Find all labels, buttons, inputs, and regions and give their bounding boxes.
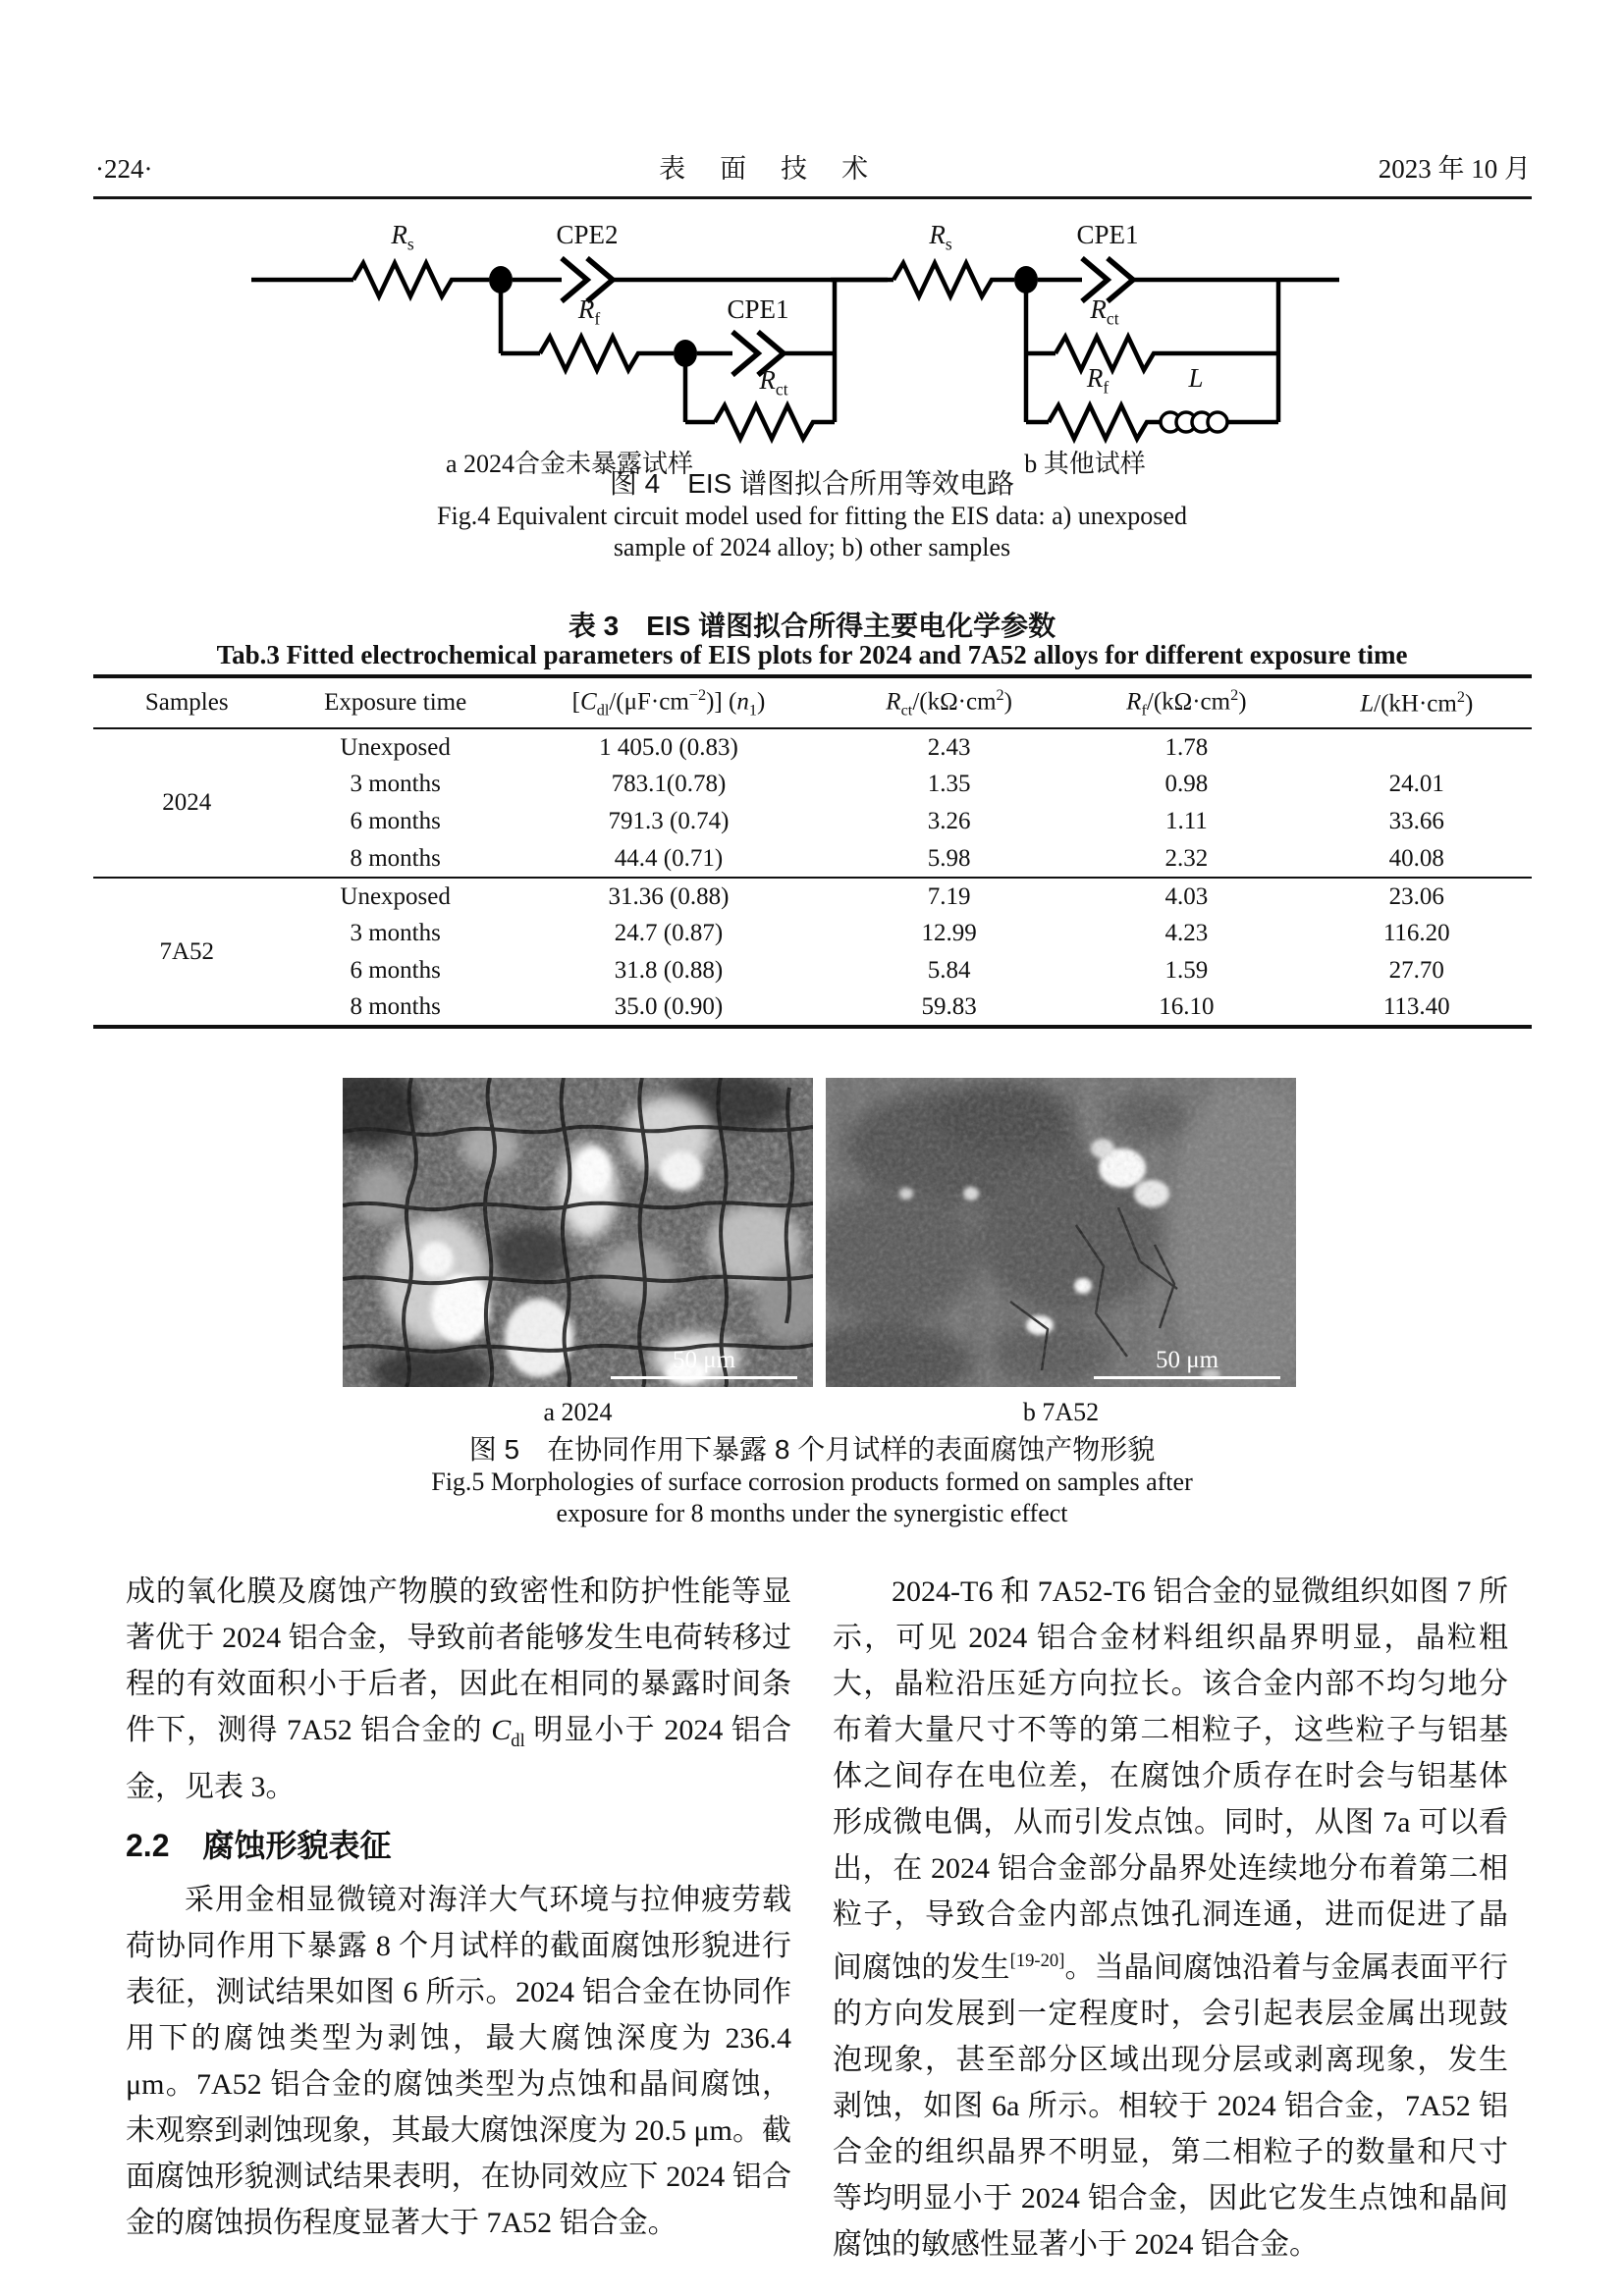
table-row xyxy=(93,915,1532,952)
table3-title-zh: 表 3 EIS 谱图拟合所得主要电化学参数 xyxy=(568,611,1056,641)
label-cpe1: CPE1 xyxy=(1076,220,1139,249)
cell-l: 116.20 xyxy=(1382,920,1450,946)
figure5-caption-en-2: exposure for 8 months under the synergistic effect xyxy=(556,1499,1068,1527)
label-rs: $R_s$ xyxy=(391,220,414,254)
cell-l: 24.01 xyxy=(1388,771,1444,797)
cell-cdl: 31.8 (0.88) xyxy=(614,957,724,984)
cell-rf: 1.59 xyxy=(1164,957,1209,984)
resistor-rct-symbol xyxy=(715,405,835,439)
circuit-b xyxy=(825,220,1345,452)
cell-l: 113.40 xyxy=(1382,993,1450,1020)
node-dot xyxy=(674,340,697,367)
figure5-caption xyxy=(0,1433,1624,1529)
cell-exposure: 8 months xyxy=(350,844,441,872)
circuit-b-diagram xyxy=(825,226,1345,452)
sem-micrograph-a xyxy=(343,1078,813,1387)
cell-cdl: 24.7 (0.87) xyxy=(614,920,724,946)
scale-bar-b xyxy=(1094,1347,1280,1379)
cell-rf: 16.10 xyxy=(1159,993,1215,1020)
figure4-caption-en-2: sample of 2024 alloy; b) other samples xyxy=(613,533,1011,561)
figure4-caption xyxy=(0,467,1624,563)
col-rct: $R_{ct}/(k\Omega\cdot cm^2)$ xyxy=(886,685,1012,720)
table-row xyxy=(93,952,1532,989)
cell-l: 33.66 xyxy=(1388,808,1444,834)
sem-label-b: b 7A52 xyxy=(1022,1398,1100,1426)
table3 xyxy=(93,674,1532,1029)
right-column xyxy=(833,1569,1508,2268)
cell-exposure: Unexposed xyxy=(340,882,451,910)
cell-exposure: 3 months xyxy=(350,920,441,946)
cell-exposure: 6 months xyxy=(350,808,441,834)
cell-rct: 3.26 xyxy=(927,808,971,834)
section-heading-2-2 xyxy=(126,1824,791,1867)
cell-rf: 4.03 xyxy=(1164,882,1209,910)
circuit-a-caption: a 2024合金未暴露试样 xyxy=(445,450,694,478)
cell-rct: 2.43 xyxy=(927,733,971,761)
label-rct: $R_{ct}$ xyxy=(1090,294,1119,329)
circuit-a xyxy=(245,220,893,452)
table-row xyxy=(93,766,1532,803)
col-cdl: $[C_{dl}/(\mu F\cdot cm^{-2})]$ $(n_1)$ xyxy=(571,685,766,720)
table-row xyxy=(93,728,1532,766)
label-rf: $R_f$ xyxy=(1086,363,1110,398)
figure4-caption-en-1: Fig.4 Equivalent circuit model used for fitting the EIS data: a) unexposed xyxy=(437,502,1187,530)
label-rs: $R_s$ xyxy=(929,220,952,254)
node-dot xyxy=(1014,266,1038,294)
left-paragraph-2: 采用金相显微镜对海洋大气环境与拉伸疲劳载荷协同作用下暴露 8 个月试样的截面腐蚀形貌进行表征，测试结果如图 6 所示。2024 铝合金在协同作用下的腐蚀类型为剥蚀，最大腐蚀深度为 236.4 μm。7A52 铝合金的腐蚀类型为点蚀和晶间腐蚀，未观察到剥蚀现象，其最大腐蚀深度为 20.5 μm。截面腐蚀形貌测试结果表明，在协同效应下 2024 铝合金的腐蚀损伤程度显著大于 7A52 铝合金。 xyxy=(126,1884,791,2239)
issue-date: 2023 年 10 月 xyxy=(1378,154,1531,184)
scale-bar-a xyxy=(611,1347,797,1379)
cell-rf: 1.11 xyxy=(1164,808,1208,834)
cell-cdl: 1 405.0 (0.83) xyxy=(599,733,738,761)
cell-cdl: 783.1(0.78) xyxy=(611,771,727,797)
label-l: L xyxy=(1188,363,1204,393)
cell-rf: 0.98 xyxy=(1164,771,1209,797)
table-row xyxy=(93,840,1532,878)
table3-title-en: Tab.3 Fitted electrochemical parameters of EIS plots for 2024 and 7A52 alloys for different exposure time xyxy=(216,640,1408,669)
sem-label-a: a 2024 xyxy=(543,1398,613,1426)
figure5-caption-en-1: Fig.5 Morphologies of surface corrosion products formed on samples after xyxy=(431,1468,1193,1496)
resistor-rs-symbol xyxy=(353,263,489,296)
node-dot xyxy=(489,266,513,294)
sem-image-2024 xyxy=(343,1078,813,1387)
scale-bar-line xyxy=(611,1376,797,1379)
cell-exposure: 3 months xyxy=(350,771,441,797)
figure5-caption-zh: 图 5 在协同作用下暴露 8 个月试样的表面腐蚀产物形貌 xyxy=(468,1434,1156,1465)
cell-rct: 59.83 xyxy=(921,993,977,1020)
inductor-symbol xyxy=(1161,412,1227,432)
cell-exposure: 6 months xyxy=(350,957,441,984)
label-cpe1: CPE1 xyxy=(727,294,789,324)
cell-l: 23.06 xyxy=(1388,882,1444,910)
section-number: 2.2 xyxy=(126,1828,170,1863)
scale-bar-label: 50 μm xyxy=(672,1347,736,1373)
scale-bar-line xyxy=(1094,1376,1280,1379)
cell-cdl: 35.0 (0.90) xyxy=(614,993,724,1020)
cell-rf: 1.78 xyxy=(1164,733,1209,761)
left-paragraph-1: 成的氧化膜及腐蚀产物膜的致密性和防护性能等显著优于 2024 铝合金，导致前者能够发生电荷转移过程的有效面积小于后者，因此在相同的暴露时间条件下，测得 7A52 铝合金的 $C_{dl}$ 明显小于 2024 铝合金，见表 3。 xyxy=(126,1575,792,1803)
cell-cdl: 44.4 (0.71) xyxy=(614,844,724,872)
header-rule xyxy=(93,196,1532,199)
journal-title: 表 面 技 术 xyxy=(659,154,873,184)
figure4-equivalent-circuits xyxy=(0,218,1624,483)
cell-l: 40.08 xyxy=(1388,844,1444,872)
table-header-row xyxy=(93,676,1532,728)
section-title: 腐蚀形貌表征 xyxy=(202,1828,392,1863)
figure4-caption-zh: 图 4 EIS 谱图拟合所用等效电路 xyxy=(609,468,1015,499)
col-l: $L/(kH\cdot cm^2)$ xyxy=(1360,687,1474,718)
table-row xyxy=(93,878,1532,915)
sem-micrograph-b xyxy=(826,1078,1296,1387)
cell-cdl: 31.36 (0.88) xyxy=(608,882,730,910)
circuit-a-diagram xyxy=(245,226,893,452)
cell-rct: 5.84 xyxy=(927,957,971,984)
resistor-rf-symbol xyxy=(540,337,674,370)
col-samples: Samples xyxy=(144,689,229,716)
page-number: ·224· xyxy=(95,154,153,184)
resistor-rs-symbol xyxy=(893,263,1014,296)
cell-rct: 5.98 xyxy=(927,844,971,872)
cell-exposure: 8 months xyxy=(350,993,441,1020)
cell-l: 27.70 xyxy=(1388,957,1444,984)
resistor-rf-symbol xyxy=(1049,405,1159,439)
cell-exposure: Unexposed xyxy=(340,733,451,761)
table-row xyxy=(93,989,1532,1027)
label-cpe2: CPE2 xyxy=(556,220,619,249)
cell-cdl: 791.3 (0.74) xyxy=(608,808,730,834)
cell-rct: 12.99 xyxy=(921,920,977,946)
sem-image-7a52 xyxy=(826,1078,1296,1387)
label-rct: $R_{ct}$ xyxy=(759,365,788,400)
cell-rct: 7.19 xyxy=(927,882,971,910)
cell-l xyxy=(1302,728,1532,766)
cell-sample: 7A52 xyxy=(159,937,214,965)
col-exposure: Exposure time xyxy=(324,689,467,716)
cell-rct: 1.35 xyxy=(927,771,971,797)
circuit-b-caption: b 其他试样 xyxy=(1024,450,1146,478)
table-row xyxy=(93,803,1532,840)
cell-rf: 4.23 xyxy=(1164,920,1209,946)
cell-rf: 2.32 xyxy=(1164,844,1209,872)
right-paragraph-1: 2024-T6 和 7A52-T6 铝合金的显微组织如图 7 所示，可见 2024 铝合金材料组织晶界明显，晶粒粗大，晶粒沿压延方向拉长。该合金内部不均匀地分布着大量尺寸不等的第二相粒子，这些粒子与铝基体之间存在电位差，在腐蚀介质存在时会与铝基体形成微电偶，从而引发点蚀。同时，从图 7a 可以看出，在 2024 铝合金部分晶界处连续地分布着第二相粒子，导致合金内部点蚀孔洞连通，进而促进了晶间腐蚀的发生[19-20]。当晶间腐蚀沿着与金属表面平行的方向发展到一定程度时，会引起表层金属出现鼓泡现象，甚至部分区域出现分层或剥离现象，发生剥蚀，如图 6a 所示。相较于 2024 铝合金，7A52 铝合金的组织晶界不明显，第二相粒子的数量和尺寸等均明显小于 2024 铝合金，因此它发生点蚀和晶间腐蚀的敏感性显著小于 2024 铝合金。 xyxy=(833,1575,1509,2261)
scale-bar-label: 50 μm xyxy=(1155,1347,1219,1373)
cell-sample: 2024 xyxy=(162,789,212,816)
label-rf: $R_f$ xyxy=(577,294,601,329)
left-column xyxy=(126,1569,791,2246)
page-header xyxy=(95,147,1531,186)
col-rf: $R_f/(k\Omega\cdot cm^2)$ xyxy=(1126,685,1247,720)
